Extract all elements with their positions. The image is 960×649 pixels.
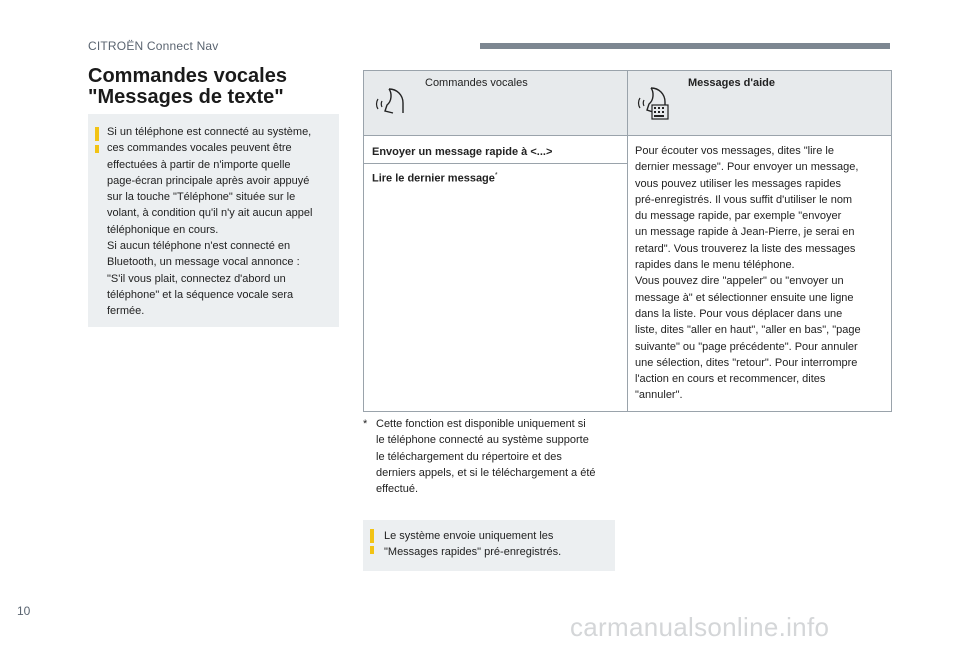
watermark-text: carmanualsonline.info xyxy=(570,612,830,642)
info-note-text: Si un téléphone est connecté au système, ces commandes vocales peuvent être effectuées à partir de n'importe quelle page-écran principale après avoir appuyé sur la touche "Téléphone" située sur le volant, à condition qu'il n'y ait aucun appel téléphonique en cours. Si aucun téléphone n'est connecté en Bluetooth, un message vocal annonce : "S'il vous plait, connectez d'abord un téléphone" et la séquence vocale sera fermée. xyxy=(107,126,313,318)
row-divider xyxy=(364,163,627,164)
footnote-reference-mark: * xyxy=(494,172,498,179)
footnote xyxy=(363,416,619,497)
help-message-text: Pour écouter vos messages, dites "lire le dernier message". Pour envoyer un message, vous pouvez utiliser les messages rapides pré-enregistrés. Il vous suffit d'utiliser le nom du message rapide, par exemple "envoyer un message rapide à Jean-Pierre, je serai en retard". Vous trouverez la liste des messages rapides dans le menu téléphone. Vous pouvez dire "appeler" ou "envoyer un message à" et sélectionner ensuite une ligne dans la liste. Pour vous déplacer dans une liste, dites "aller en haut", "aller en bas", "page suivante" ou "page précédente". Pour annuler une sélection, dites "retour". Pour interrompre l'action en cours et recommencer, dites "annuler". xyxy=(635,145,861,402)
voice-command-icon xyxy=(373,83,409,119)
voice-help-icon xyxy=(635,83,675,123)
section-title xyxy=(88,66,287,108)
info-note-box xyxy=(88,114,339,327)
voice-command-read-last-message xyxy=(372,172,498,185)
info-marker-icon-stem xyxy=(95,145,99,153)
footnote-star: * xyxy=(363,418,368,430)
column-divider xyxy=(627,71,628,411)
info-marker-icon-stem xyxy=(370,546,374,554)
column-header-commands: Commandes vocales xyxy=(425,77,528,89)
info-note-text-bottom: Le système envoie uniquement les "Messages rapides" pré-enregistrés. xyxy=(384,530,562,559)
section-title-line-2: "Messages de texte" xyxy=(88,86,284,108)
info-marker-icon xyxy=(370,529,374,543)
column-header-help-messages: Messages d'aide xyxy=(688,77,775,89)
section-title-line-1: Commandes vocales xyxy=(88,65,287,87)
info-marker-icon xyxy=(95,127,99,141)
page-number: 10 xyxy=(17,604,31,618)
info-note-box-bottom xyxy=(363,520,615,571)
voice-commands-table xyxy=(363,70,892,412)
voice-command-label: Envoyer un message rapide à <...> xyxy=(372,146,553,158)
footnote-text: Cette fonction est disponible uniquement si le téléphone connecté au système supporte le téléchargement du répertoire et des derniers appels, et si le téléchargement a été effectué. xyxy=(376,418,596,496)
header-divider-bar xyxy=(480,43,890,49)
voice-command-send-quick-message xyxy=(372,146,552,158)
document-header-title: CITROËN Connect Nav xyxy=(88,39,219,53)
voice-command-label: Lire le dernier message xyxy=(372,172,495,185)
